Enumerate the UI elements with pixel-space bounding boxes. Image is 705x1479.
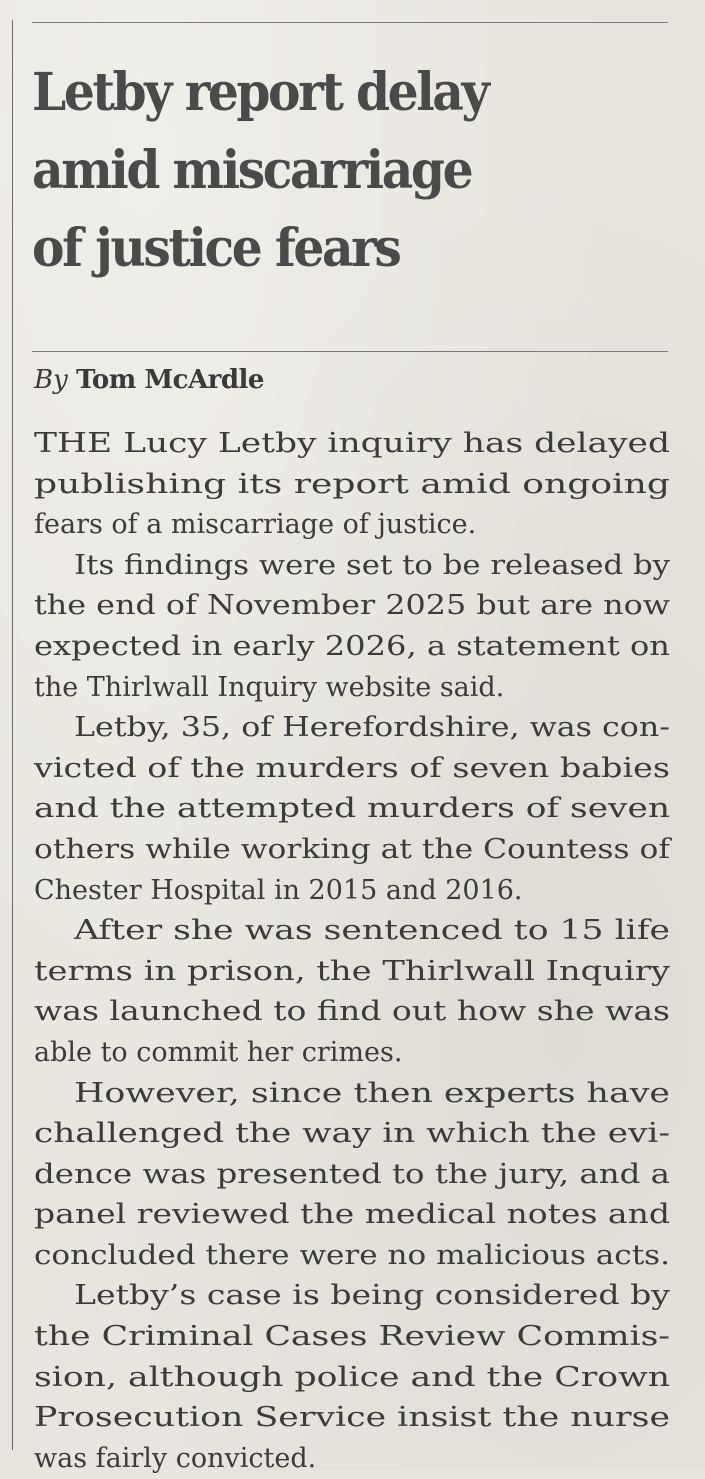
body-line: Chester Hospital in 2015 and 2016. [34,874,523,906]
article-body [34,424,674,1479]
body-line: the end of November 2025 but are now [34,590,670,622]
headline-line: of justice fears [32,218,400,279]
body-line: and the attempted murders of seven [34,793,670,825]
column-rule-left [12,20,13,1450]
headline-line: Letby report delay [32,62,488,123]
headline [32,54,672,288]
body-line: Prosecution Service insist the nurse [34,1402,670,1434]
body-line: victed of the murders of seven babies [34,752,670,784]
byline-author: Tom McArdle [76,365,264,395]
byline-rule [32,351,668,352]
body-line: the Thirlwall Inquiry website said. [34,671,505,703]
top-rule [32,22,668,23]
body-line: Its findings were set to be released by [74,549,670,581]
body-line: able to commit her crimes. [34,1036,403,1068]
body-line: sion, although police and the Crown [34,1361,670,1393]
body-line: terms in prison, the Thirlwall Inquiry [34,955,670,987]
byline [34,362,264,398]
body-line: others while working at the Countess of [34,833,670,865]
body-line: Letby’s case is being considered by [74,1280,670,1312]
headline-line: amid miscarriage [32,140,472,201]
body-line: dence was presented to the jury, and a [34,1158,670,1190]
body-line: publishing its report amid ongoing [34,468,670,500]
body-line: expected in early 2026, a statement on [34,630,670,662]
body-line: Letby, 35, of Herefordshire, was con- [74,712,670,744]
body-line: fears of a miscarriage of justice. [34,509,477,541]
byline-prefix: By [34,365,68,395]
body-line: the Criminal Cases Review Commis- [34,1321,670,1353]
body-line: challenged the way in which the evi- [34,1118,670,1150]
body-line: However, since then experts have [74,1077,670,1109]
body-line: THE Lucy Letby inquiry has delayed [34,428,670,459]
body-line: panel reviewed the medical notes and [34,1199,670,1231]
body-line: was fairly convicted. [34,1442,317,1474]
body-line: was launched to find out how she was [34,996,670,1028]
body-line: concluded there were no malicious acts. [34,1239,670,1271]
body-line: After she was sentenced to 15 life [74,915,670,947]
